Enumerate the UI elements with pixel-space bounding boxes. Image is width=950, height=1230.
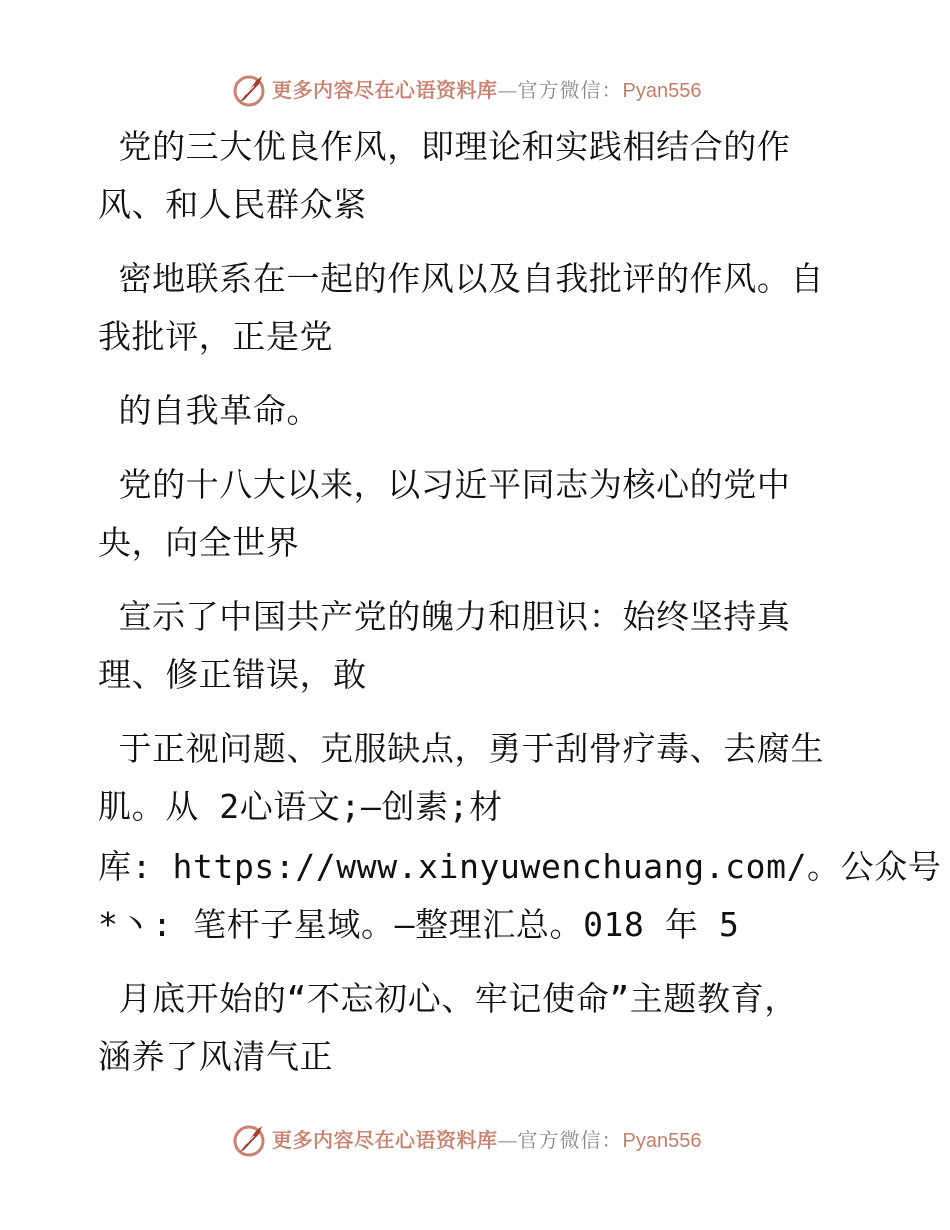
- text-line: 党的三大优良作风，即理论和实践相结合的作: [98, 127, 791, 166]
- text-line: 宣示了中国共产党的魄力和胆识：始终坚持真: [98, 597, 791, 636]
- footer-banner: [0, 1120, 950, 1160]
- text-line: 库: https://www.xinyuwenchuang.com/。公众号: [98, 847, 942, 886]
- quill-logo-icon: [232, 72, 268, 108]
- quill-logo-icon: [232, 1122, 268, 1158]
- text-line: 风、和人民群众紧: [98, 185, 367, 224]
- banner-title: 更多内容尽在心语资料库: [272, 1128, 498, 1152]
- header-banner: [0, 70, 950, 110]
- banner-separator: —: [497, 78, 518, 102]
- banner-wechat-label: 官方微信：: [517, 1128, 623, 1152]
- text-line: 月底开始的“不忘初心、牢记使命”主题教育，: [98, 979, 798, 1018]
- text-line: 密地联系在一起的作风以及自我批评的作风。自: [98, 259, 825, 298]
- text-line: 的自我革命。: [98, 391, 321, 430]
- banner-wechat-label: 官方微信：: [517, 78, 623, 102]
- text-line: 我批评，正是党: [98, 317, 334, 356]
- text-line: 理、修正错误，敢: [98, 655, 367, 694]
- banner-text: [272, 1127, 701, 1154]
- text-line: 于正视问题、克服缺点，勇于刮骨疗毒、去腐生: [98, 729, 825, 768]
- text-line: 涵养了风清气正: [98, 1037, 334, 1076]
- banner-wechat-id: Pyan556: [622, 80, 702, 102]
- banner-text: [272, 77, 701, 104]
- banner-wechat-id: Pyan556: [622, 1130, 702, 1152]
- text-line: 央，向全世界: [98, 523, 300, 562]
- text-line: 肌。从 2心语文;—创素;材: [98, 787, 503, 826]
- text-line: 党的十八大以来，以习近平同志为核心的党中: [98, 465, 791, 504]
- banner-separator: —: [497, 1128, 518, 1152]
- banner-title: 更多内容尽在心语资料库: [272, 78, 498, 102]
- text-line: *丶: 笔杆子星域。—整理汇总。018 年 5: [98, 905, 740, 944]
